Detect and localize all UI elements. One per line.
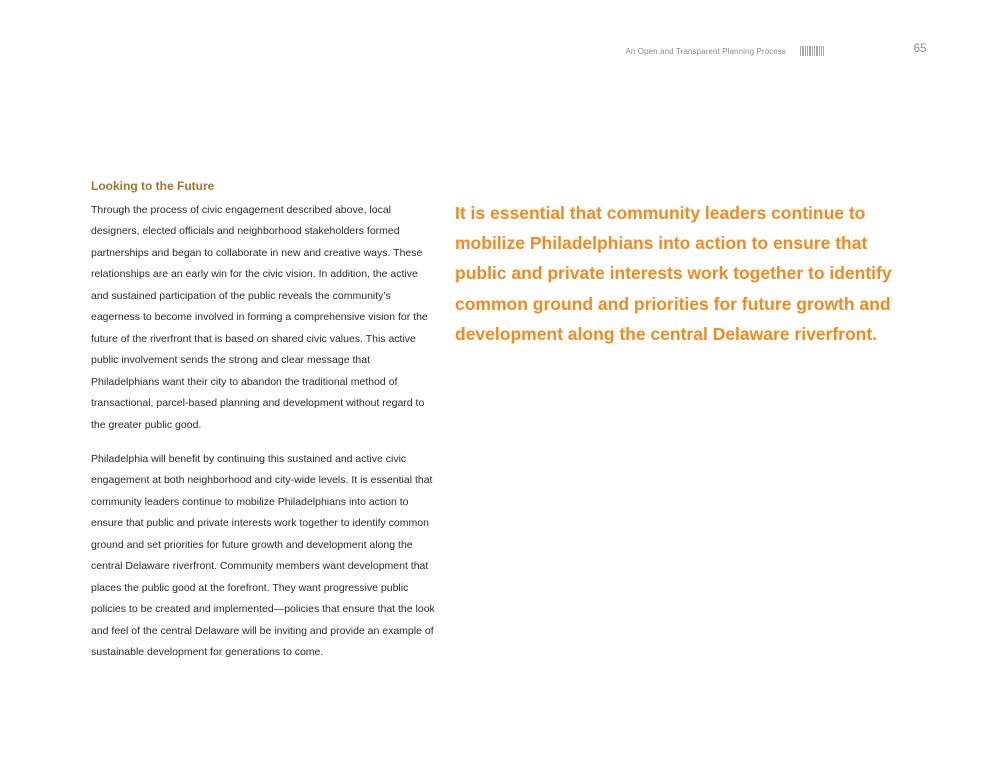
running-head: [560, 45, 824, 57]
running-title: An Open and Transparent Planning Process: [625, 46, 786, 56]
barcode-ornament: [800, 46, 824, 56]
section-heading: Looking to the Future: [91, 179, 215, 193]
left-column: [91, 178, 436, 664]
pull-quote: It is essential that community leaders continue to mobilize Philadelphians into action to ensure that public and private interests work together to identify common ground and priorities for future growth and development along the central Delaware riverfront.: [455, 203, 892, 344]
page-number: 65: [913, 43, 927, 55]
body-paragraph-1: Through the process of civic engagement described above, local designers, elected officials and neighborhood stakeholders formed partnerships and began to collaborate in new and creative ways. These relationships are an early win for the civic vision. In addition, the active and sustained participation of the public reveals the community’s eagerness to become involved in forming a comprehensive vision for the future of the riverfront that is based on shared civic values. This active public involvement sends the strong and clear message that Philadelphians want their city to abandon the traditional method of transactional, parcel-based planning and development without regard to the greater public good.: [91, 204, 428, 431]
body-paragraph-2: Philadelphia will benefit by continuing this sustained and active civic engagement at both neighborhood and city-wide levels. It is essential that community leaders continue to mobilize Philadelphians into action to ensure that public and private interests work together to identify common ground and set priorities for future growth and development along the central Delaware riverfront. Community members want development that places the public good at the forefront. They want progressive public policies to be created and implemented—policies that ensure that the look and feel of the central Delaware will be inviting and provide an example of sustainable development for generations to come.: [91, 452, 435, 659]
